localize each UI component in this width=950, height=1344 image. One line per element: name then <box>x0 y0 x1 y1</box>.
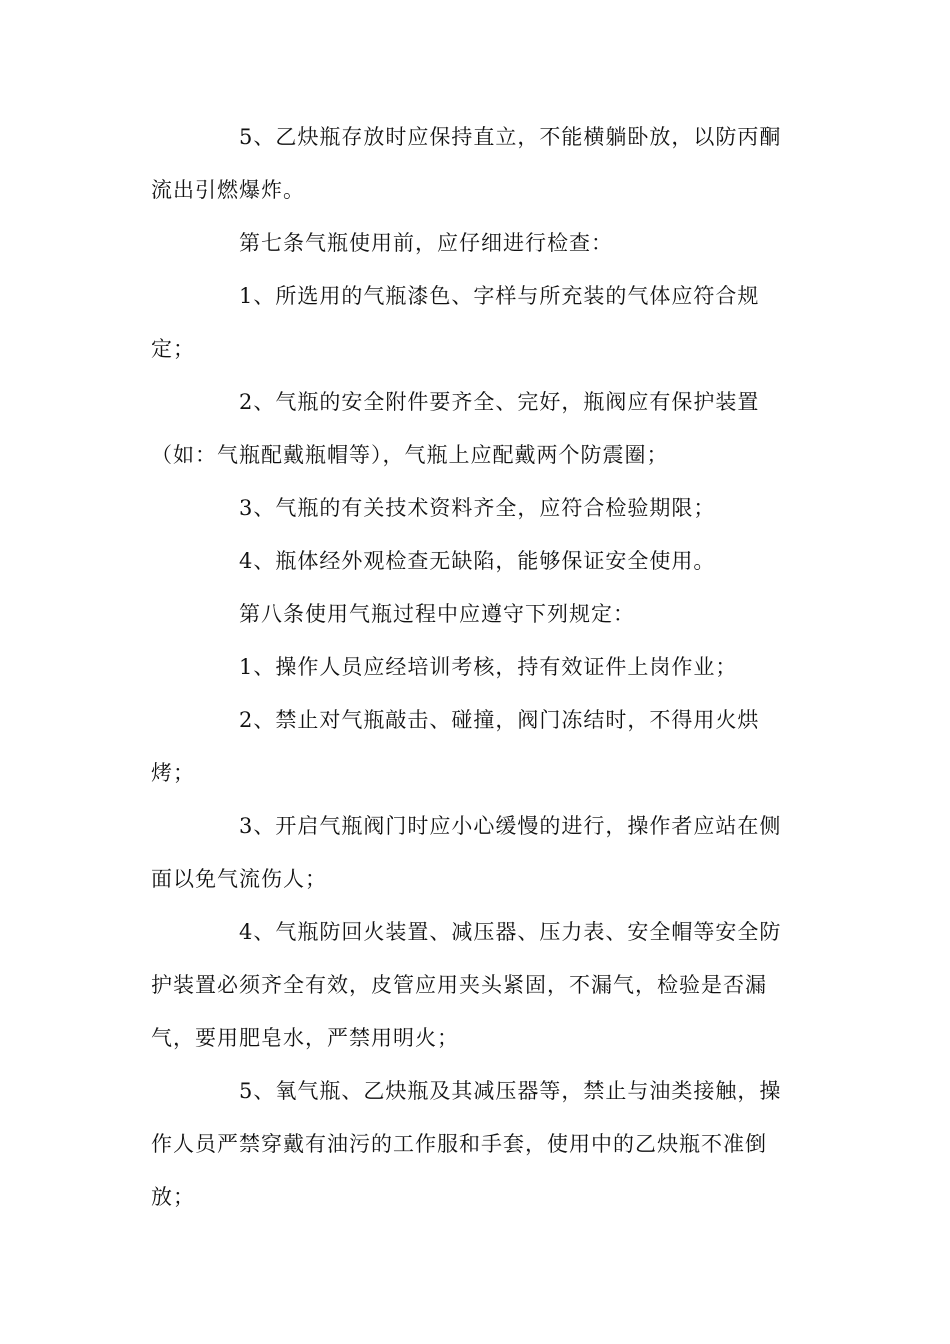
paragraph-article-8-heading: 第八条使用气瓶过程中应遵守下列规定： <box>239 602 635 626</box>
paragraph-article-8-item-4: 4、气瓶防回火装置、减压器、压力表、安全帽等安全防护装置必须齐全有效，皮管应用夹头紧固，不漏气，检验是否漏气，要用肥皂水，严禁用明火； <box>151 920 782 1050</box>
paragraph-article-8-item-5: 5、氧气瓶、乙炔瓶及其减压器等，禁止与油类接触，操作人员严禁穿戴有油污的工作服和手套，使用中的乙炔瓶不准倒放； <box>151 1079 782 1209</box>
paragraph-article-8-item-3: 3、开启气瓶阀门时应小心缓慢的进行，操作者应站在侧面以免气流伤人； <box>151 814 782 891</box>
paragraph-article-8-item-1: 1、操作人员应经培训考核，持有效证件上岗作业； <box>239 655 738 679</box>
paragraph-article-7-item-4: 4、瓶体经外观检查无缺陷，能够保证安全使用。 <box>239 549 716 573</box>
paragraph-article-7-item-3: 3、气瓶的有关技术资料齐全，应符合检验期限； <box>239 496 716 520</box>
document-body <box>151 111 791 1224</box>
paragraph-article-7-item-2: 2、气瓶的安全附件要齐全、完好，瓶阀应有保护装置（如：气瓶配戴瓶帽等），气瓶上应配戴两个防震圈； <box>151 390 760 467</box>
paragraph-article-8-item-2: 2、禁止对气瓶敲击、碰撞，阀门冻结时，不得用火烘烤； <box>151 708 760 785</box>
paragraph-article-7-item-1: 1、所选用的气瓶漆色、字样与所充装的气体应符合规定； <box>151 284 760 361</box>
paragraph-article-7-heading: 第七条气瓶使用前，应仔细进行检查： <box>239 231 613 255</box>
paragraph-acetylene-storage: 5、乙炔瓶存放时应保持直立，不能横躺卧放，以防丙酮流出引燃爆炸。 <box>151 125 782 202</box>
